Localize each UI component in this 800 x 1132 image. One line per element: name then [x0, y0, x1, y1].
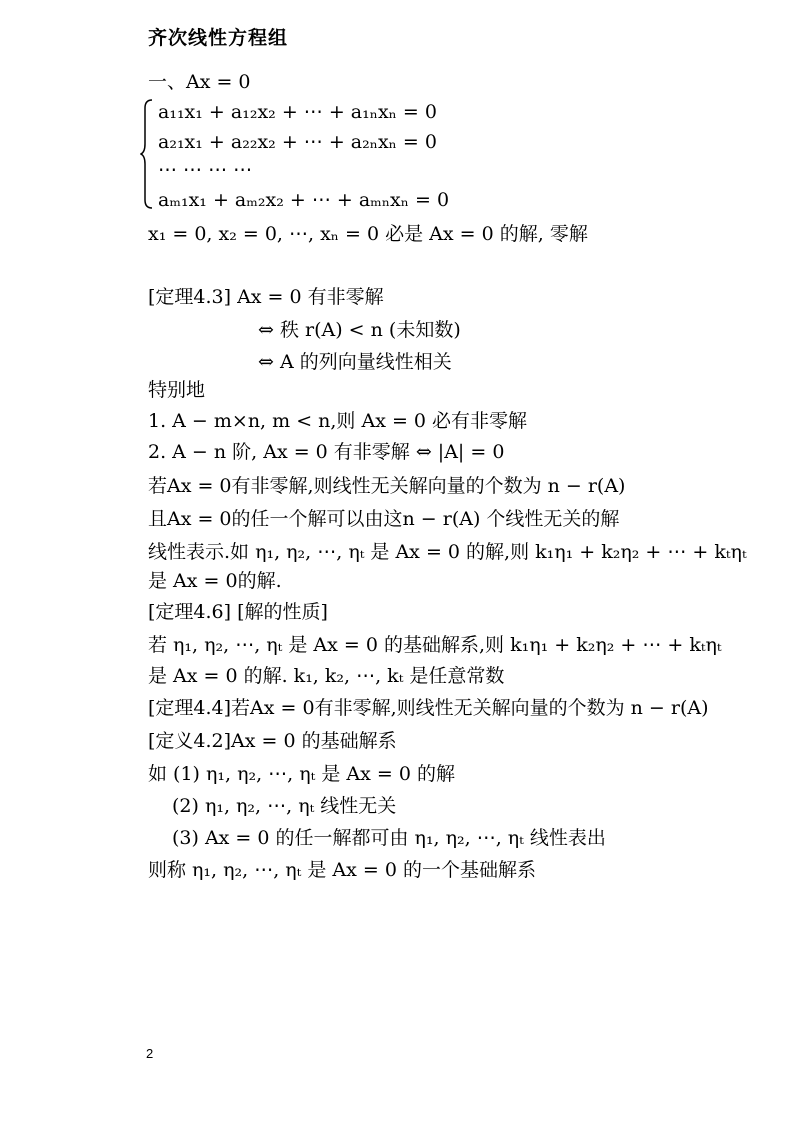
special-case-2: 2. A − n 阶, Ax = 0 有非零解 ⇔ |A| = 0 [148, 441, 505, 463]
property-line-2: 是 Ax = 0 的解. k₁, k₂, ⋯, kₜ 是任意常数 [148, 665, 505, 687]
page-title: 齐次线性方程组 [148, 27, 289, 49]
system-brace [140, 98, 154, 210]
property-line-1: 若 η₁, η₂, ⋯, ηₜ 是 Ax = 0 的基础解系,则 k₁η₁ + k₂η₂ + ⋯ + kₜηₜ [148, 634, 722, 656]
definition-4-2: [定义4.2]Ax = 0 的基础解系 [148, 730, 397, 752]
paragraph-line-2: 且Ax = 0的任一个解可以由这n − r(A) 个线性无关的解 [148, 508, 620, 530]
definition-condition-1: 如 (1) η₁, η₂, ⋯, ηₜ 是 Ax = 0 的解 [148, 763, 455, 785]
special-case-1: 1. A − m×n, m < n,则 Ax = 0 必有非零解 [148, 410, 528, 432]
equation-row-ellipsis: ⋯ ⋯ ⋯ ⋯ [158, 159, 253, 181]
definition-condition-2: (2) η₁, η₂, ⋯, ηₜ 线性无关 [172, 795, 397, 817]
paragraph-line-3: 线性表示.如 η₁, η₂, ⋯, ηₜ 是 Ax = 0 的解,则 k₁η₁ + k₂η₂ + ⋯ + kₜηₜ [148, 541, 747, 563]
definition-condition-3: (3) Ax = 0 的任一解都可由 η₁, η₂, ⋯, ηₜ 线性表出 [172, 827, 606, 849]
theorem-4-6-heading: [定理4.6] [解的性质] [148, 601, 328, 623]
theorem-4-3-line-3: ⇔ A 的列向量线性相关 [258, 351, 452, 373]
equation-row-m: aₘ₁x₁ + aₘ₂x₂ + ⋯ + aₘₙxₙ = 0 [158, 189, 450, 211]
paragraph-line-1: 若Ax = 0有非零解,则线性无关解向量的个数为 n − r(A) [148, 475, 626, 497]
zero-solution-statement: x₁ = 0, x₂ = 0, ⋯, xₙ = 0 必是 Ax = 0 的解, 零解 [148, 223, 588, 245]
theorem-4-3-line-1: [定理4.3] Ax = 0 有非零解 [148, 286, 384, 308]
equation-row-1: a₁₁x₁ + a₁₂x₂ + ⋯ + a₁ₙxₙ = 0 [158, 101, 437, 123]
page-number: 2 [146, 1046, 154, 1061]
definition-conclusion: 则称 η₁, η₂, ⋯, ηₜ 是 Ax = 0 的一个基础解系 [148, 859, 536, 881]
section-heading: 一、Ax = 0 [148, 71, 251, 93]
theorem-4-4: [定理4.4]若Ax = 0有非零解,则线性无关解向量的个数为 n − r(A) [148, 697, 709, 719]
equation-row-2: a₂₁x₁ + a₂₂x₂ + ⋯ + a₂ₙxₙ = 0 [158, 131, 437, 153]
special-heading: 特别地 [148, 379, 206, 401]
paragraph-line-4: 是 Ax = 0的解. [148, 570, 282, 592]
theorem-4-3-line-2: ⇔ 秩 r(A) < n (未知数) [258, 319, 461, 341]
